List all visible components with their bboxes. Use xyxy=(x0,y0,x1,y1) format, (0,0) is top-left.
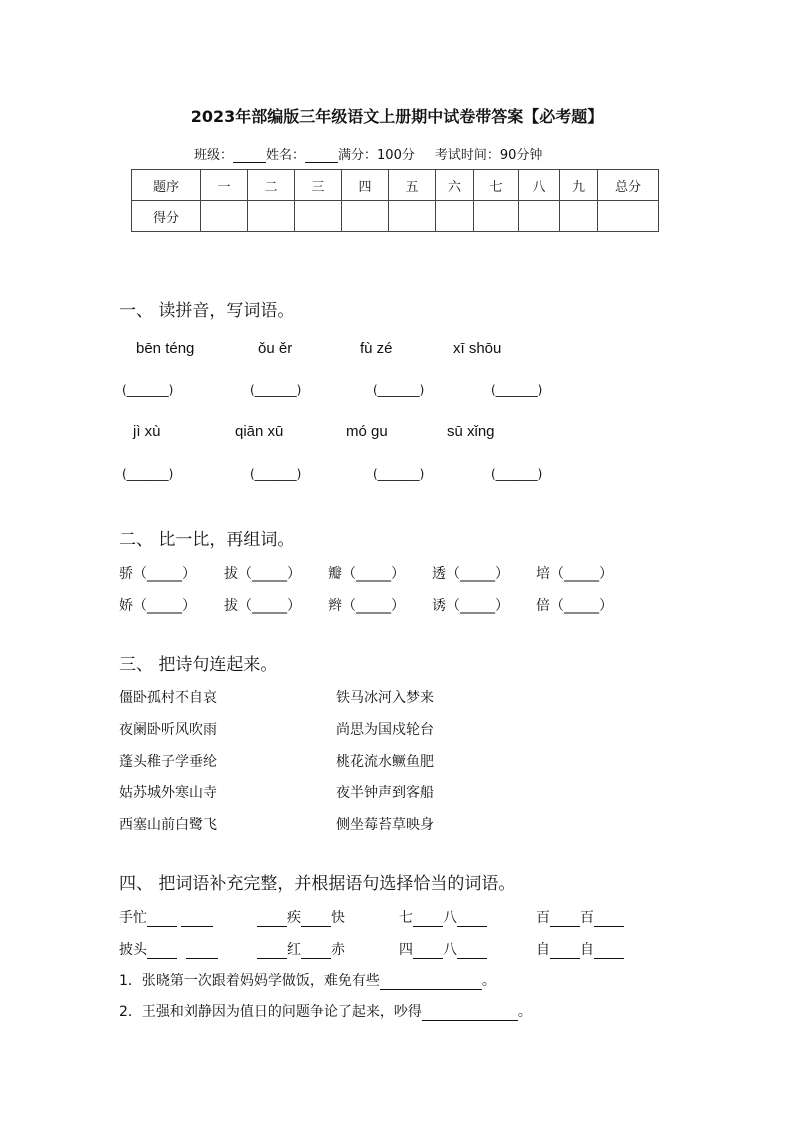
poem-line-left[interactable]: 姑苏城外寒山寺 xyxy=(119,785,217,801)
idiom-blank[interactable] xyxy=(257,913,287,927)
score-table-score-row xyxy=(132,201,659,232)
section1-title: 一、 读拼音，写词语。 xyxy=(119,301,295,321)
section2-title: 二、 比一比，再组词。 xyxy=(119,530,295,550)
section3-title: 三、 把诗句连起来。 xyxy=(119,655,278,675)
score-cell[interactable] xyxy=(201,201,248,232)
poem-line-right[interactable]: 夜半钟声到客船 xyxy=(336,785,434,801)
page-title: 2023年部编版三年级语文上册期中试卷带答案【必考题】 xyxy=(190,107,604,126)
idiom-blank[interactable] xyxy=(550,913,580,927)
name-label: 姓名： xyxy=(266,148,306,163)
header-cell: 一 xyxy=(201,170,248,201)
idiom-char: 四 xyxy=(399,942,413,958)
score-cell[interactable] xyxy=(474,201,519,232)
poem-line-left[interactable]: 西塞山前白鹭飞 xyxy=(119,817,217,833)
question-2-text: 2．王强和刘静因为值日的问题争论了起来，吵得 xyxy=(119,1004,422,1020)
idiom-blank[interactable] xyxy=(181,913,213,927)
score-table-header-row xyxy=(132,170,659,201)
compare-item[interactable]: 娇（_____） xyxy=(119,598,196,614)
answer-blank[interactable]: (_______) xyxy=(491,383,543,397)
pinyin: fù zé xyxy=(360,340,393,357)
poem-line-right[interactable]: 侧坐莓苔草映身 xyxy=(336,817,434,833)
idiom-blank[interactable] xyxy=(457,945,487,959)
pinyin: mó gu xyxy=(346,423,388,440)
score-cell[interactable] xyxy=(295,201,342,232)
header-cell: 题序 xyxy=(132,170,201,201)
answer-blank[interactable]: (_______) xyxy=(373,467,425,481)
question-2 xyxy=(119,1001,532,1021)
idiom-blank[interactable] xyxy=(147,913,177,927)
compare-item[interactable]: 骄（_____） xyxy=(119,566,196,582)
exam-time: 考试时间：90分钟 xyxy=(434,148,543,163)
header-cell: 八 xyxy=(519,170,560,201)
question-2-blank[interactable] xyxy=(422,1007,518,1021)
header-cell: 五 xyxy=(389,170,436,201)
idiom-item[interactable] xyxy=(399,907,487,927)
question-1 xyxy=(119,970,496,990)
compare-item[interactable]: 拔（_____） xyxy=(224,598,301,614)
compare-item[interactable]: 倍（_____） xyxy=(536,598,613,614)
row-label: 得分 xyxy=(132,201,201,232)
score-cell[interactable] xyxy=(389,201,436,232)
poem-line-left[interactable]: 蓬头稚子学垂纶 xyxy=(119,754,217,770)
idiom-item[interactable] xyxy=(399,939,487,959)
header-cell: 九 xyxy=(560,170,598,201)
pinyin: bēn téng xyxy=(136,340,195,357)
poem-line-left[interactable]: 僵卧孤村不自哀 xyxy=(119,690,217,706)
idiom-blank[interactable] xyxy=(594,945,624,959)
answer-blank[interactable]: (_______) xyxy=(122,383,174,397)
score-cell[interactable] xyxy=(342,201,389,232)
idiom-blank[interactable] xyxy=(457,913,487,927)
header-cell: 七 xyxy=(474,170,519,201)
idiom-blank[interactable] xyxy=(550,945,580,959)
idiom-char: 自 xyxy=(580,942,594,958)
idiom-blank[interactable] xyxy=(301,913,331,927)
pinyin: xī shōu xyxy=(453,340,502,357)
answer-blank[interactable]: (_______) xyxy=(250,467,302,481)
idiom-char: 八 xyxy=(443,910,457,926)
header-cell: 六 xyxy=(436,170,474,201)
idiom-blank[interactable] xyxy=(413,913,443,927)
idiom-char: 七 xyxy=(399,910,413,926)
header-cell: 总分 xyxy=(598,170,659,201)
idiom-char: 披头 xyxy=(119,942,147,958)
idiom-blank[interactable] xyxy=(594,913,624,927)
idiom-char: 八 xyxy=(443,942,457,958)
score-cell[interactable] xyxy=(248,201,295,232)
idiom-char: 快 xyxy=(331,910,345,926)
poem-line-right[interactable]: 铁马冰河入梦来 xyxy=(336,690,434,706)
idiom-blank[interactable] xyxy=(301,945,331,959)
full-score: 满分：100分 xyxy=(338,148,415,163)
poem-line-right[interactable]: 尚思为国戍轮台 xyxy=(336,722,434,738)
compare-item[interactable]: 拔（_____） xyxy=(224,566,301,582)
idiom-item[interactable] xyxy=(257,907,345,927)
question-1-end: 。 xyxy=(481,973,496,989)
class-label: 班级： xyxy=(194,148,234,163)
header-cell: 四 xyxy=(342,170,389,201)
score-table xyxy=(131,169,659,232)
idiom-char: 疾 xyxy=(287,910,301,926)
idiom-char: 红 xyxy=(287,942,301,958)
score-cell[interactable] xyxy=(598,201,659,232)
answer-blank[interactable]: (_______) xyxy=(122,467,174,481)
idiom-char: 自 xyxy=(536,942,550,958)
compare-item[interactable]: 瓣（_____） xyxy=(328,566,405,582)
section4-title: 四、 把词语补充完整，并根据语句选择恰当的词语。 xyxy=(119,874,516,894)
idiom-char: 赤 xyxy=(331,942,345,958)
idiom-char: 百 xyxy=(536,910,550,926)
student-info-line xyxy=(194,144,542,163)
idiom-blank[interactable] xyxy=(413,945,443,959)
answer-blank[interactable]: (_______) xyxy=(491,467,543,481)
answer-blank[interactable]: (_______) xyxy=(250,383,302,397)
score-cell[interactable] xyxy=(560,201,598,232)
question-1-blank[interactable] xyxy=(380,976,482,990)
idiom-char: 手忙 xyxy=(119,910,147,926)
idiom-item[interactable] xyxy=(536,907,624,927)
poem-line-right[interactable]: 桃花流水鳜鱼肥 xyxy=(336,754,434,770)
score-cell[interactable] xyxy=(519,201,560,232)
compare-item[interactable]: 辫（_____） xyxy=(328,598,405,614)
pinyin: ǒu ěr xyxy=(258,340,293,357)
idiom-blank[interactable] xyxy=(257,945,287,959)
answer-blank[interactable]: (_______) xyxy=(373,383,425,397)
idiom-item[interactable] xyxy=(119,939,218,959)
idiom-item[interactable] xyxy=(257,939,345,959)
idiom-char: 百 xyxy=(580,910,594,926)
poem-line-left[interactable]: 夜阑卧听风吹雨 xyxy=(119,722,217,738)
header-cell: 二 xyxy=(248,170,295,201)
idiom-item[interactable] xyxy=(119,907,213,927)
score-cell[interactable] xyxy=(436,201,474,232)
question-1-text: 1．张晓第一次跟着妈妈学做饭，难免有些 xyxy=(119,973,380,989)
question-2-end: 。 xyxy=(517,1004,532,1020)
compare-item[interactable]: 培（_____） xyxy=(536,566,613,582)
class-blank[interactable] xyxy=(233,149,266,163)
pinyin: sū xǐng xyxy=(447,423,495,440)
idiom-blank[interactable] xyxy=(186,945,218,959)
pinyin: qiān xū xyxy=(235,423,284,440)
compare-item[interactable]: 诱（_____） xyxy=(432,598,509,614)
idiom-blank[interactable] xyxy=(147,945,177,959)
compare-item[interactable]: 透（_____） xyxy=(432,566,509,582)
pinyin: jì xù xyxy=(133,423,161,440)
header-cell: 三 xyxy=(295,170,342,201)
idiom-item[interactable] xyxy=(536,939,624,959)
name-blank[interactable] xyxy=(305,149,338,163)
